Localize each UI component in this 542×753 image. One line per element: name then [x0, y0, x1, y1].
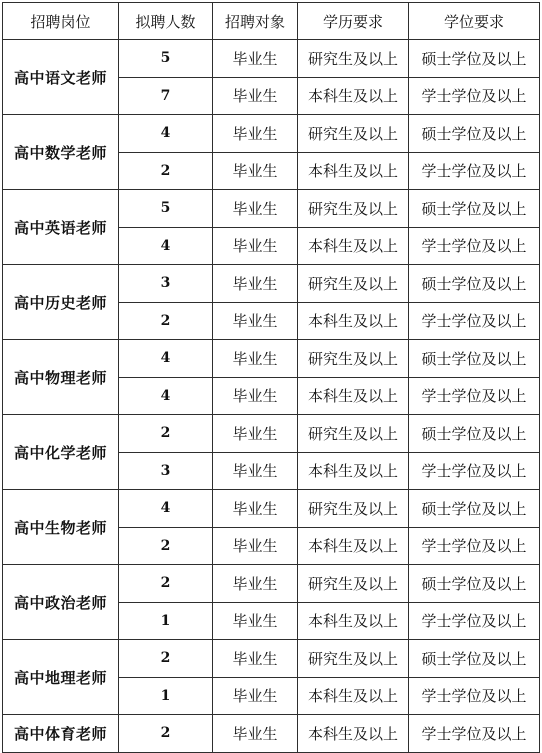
degree-cell: 硕士学位及以上: [409, 490, 540, 528]
target-cell: 毕业生: [213, 565, 298, 603]
degree-cell: 学士学位及以上: [409, 227, 540, 265]
education-cell: 本科生及以上: [298, 77, 409, 115]
recruitment-table: [2, 2, 540, 753]
degree-cell: 学士学位及以上: [409, 715, 540, 753]
position-cell: 高中历史老师: [3, 265, 119, 340]
degree-cell: 学士学位及以上: [409, 302, 540, 340]
education-cell: 本科生及以上: [298, 452, 409, 490]
target-cell: 毕业生: [213, 227, 298, 265]
header-position: 招聘岗位: [3, 3, 119, 40]
target-cell: 毕业生: [213, 415, 298, 453]
target-cell: 毕业生: [213, 377, 298, 415]
target-cell: 毕业生: [213, 190, 298, 228]
count-cell: 2: [119, 302, 213, 340]
education-cell: 本科生及以上: [298, 377, 409, 415]
count-cell: 4: [119, 490, 213, 528]
target-cell: 毕业生: [213, 152, 298, 190]
education-cell: 本科生及以上: [298, 527, 409, 565]
degree-cell: 学士学位及以上: [409, 77, 540, 115]
education-cell: 本科生及以上: [298, 152, 409, 190]
position-cell: 高中地理老师: [3, 640, 119, 715]
count-cell: 2: [119, 565, 213, 603]
count-cell: 3: [119, 452, 213, 490]
degree-cell: 硕士学位及以上: [409, 415, 540, 453]
position-cell: 高中生物老师: [3, 490, 119, 565]
position-cell: 高中物理老师: [3, 340, 119, 415]
degree-cell: 硕士学位及以上: [409, 265, 540, 303]
degree-cell: 硕士学位及以上: [409, 340, 540, 378]
education-cell: 研究生及以上: [298, 115, 409, 153]
target-cell: 毕业生: [213, 602, 298, 640]
table-row: [3, 490, 540, 528]
position-cell: 高中英语老师: [3, 190, 119, 265]
position-cell: 高中化学老师: [3, 415, 119, 490]
target-cell: 毕业生: [213, 40, 298, 78]
header-count: 拟聘人数: [119, 3, 213, 40]
table-row: [3, 415, 540, 453]
degree-cell: 硕士学位及以上: [409, 640, 540, 678]
count-cell: 4: [119, 227, 213, 265]
education-cell: 研究生及以上: [298, 490, 409, 528]
degree-cell: 硕士学位及以上: [409, 115, 540, 153]
count-cell: 3: [119, 265, 213, 303]
education-cell: 本科生及以上: [298, 677, 409, 715]
target-cell: 毕业生: [213, 77, 298, 115]
education-cell: 本科生及以上: [298, 602, 409, 640]
target-cell: 毕业生: [213, 715, 298, 753]
table-row: [3, 715, 540, 753]
target-cell: 毕业生: [213, 115, 298, 153]
count-cell: 2: [119, 715, 213, 753]
table-body: [3, 40, 540, 753]
degree-cell: 学士学位及以上: [409, 677, 540, 715]
count-cell: 4: [119, 377, 213, 415]
count-cell: 2: [119, 640, 213, 678]
target-cell: 毕业生: [213, 527, 298, 565]
education-cell: 研究生及以上: [298, 640, 409, 678]
header-degree: 学位要求: [409, 3, 540, 40]
target-cell: 毕业生: [213, 340, 298, 378]
target-cell: 毕业生: [213, 452, 298, 490]
target-cell: 毕业生: [213, 640, 298, 678]
position-cell: 高中体育老师: [3, 715, 119, 753]
header-education: 学历要求: [298, 3, 409, 40]
position-cell: 高中语文老师: [3, 40, 119, 115]
degree-cell: 学士学位及以上: [409, 452, 540, 490]
degree-cell: 学士学位及以上: [409, 602, 540, 640]
education-cell: 研究生及以上: [298, 415, 409, 453]
target-cell: 毕业生: [213, 490, 298, 528]
education-cell: 研究生及以上: [298, 40, 409, 78]
count-cell: 1: [119, 602, 213, 640]
count-cell: 4: [119, 340, 213, 378]
education-cell: 研究生及以上: [298, 190, 409, 228]
degree-cell: 学士学位及以上: [409, 527, 540, 565]
table-row: [3, 40, 540, 78]
position-cell: 高中政治老师: [3, 565, 119, 640]
count-cell: 2: [119, 527, 213, 565]
degree-cell: 硕士学位及以上: [409, 565, 540, 603]
count-cell: 2: [119, 415, 213, 453]
position-cell: 高中数学老师: [3, 115, 119, 190]
degree-cell: 学士学位及以上: [409, 377, 540, 415]
table-row: [3, 115, 540, 153]
education-cell: 研究生及以上: [298, 340, 409, 378]
table-row: [3, 340, 540, 378]
education-cell: 本科生及以上: [298, 715, 409, 753]
count-cell: 1: [119, 677, 213, 715]
target-cell: 毕业生: [213, 302, 298, 340]
count-cell: 2: [119, 152, 213, 190]
education-cell: 本科生及以上: [298, 227, 409, 265]
target-cell: 毕业生: [213, 677, 298, 715]
count-cell: 5: [119, 40, 213, 78]
degree-cell: 硕士学位及以上: [409, 190, 540, 228]
table-header-row: [3, 3, 540, 40]
count-cell: 4: [119, 115, 213, 153]
target-cell: 毕业生: [213, 265, 298, 303]
education-cell: 本科生及以上: [298, 302, 409, 340]
table-row: [3, 190, 540, 228]
table-row: [3, 640, 540, 678]
count-cell: 7: [119, 77, 213, 115]
degree-cell: 硕士学位及以上: [409, 40, 540, 78]
table-row: [3, 565, 540, 603]
education-cell: 研究生及以上: [298, 565, 409, 603]
degree-cell: 学士学位及以上: [409, 152, 540, 190]
table-row: [3, 265, 540, 303]
education-cell: 研究生及以上: [298, 265, 409, 303]
header-target: 招聘对象: [213, 3, 298, 40]
count-cell: 5: [119, 190, 213, 228]
